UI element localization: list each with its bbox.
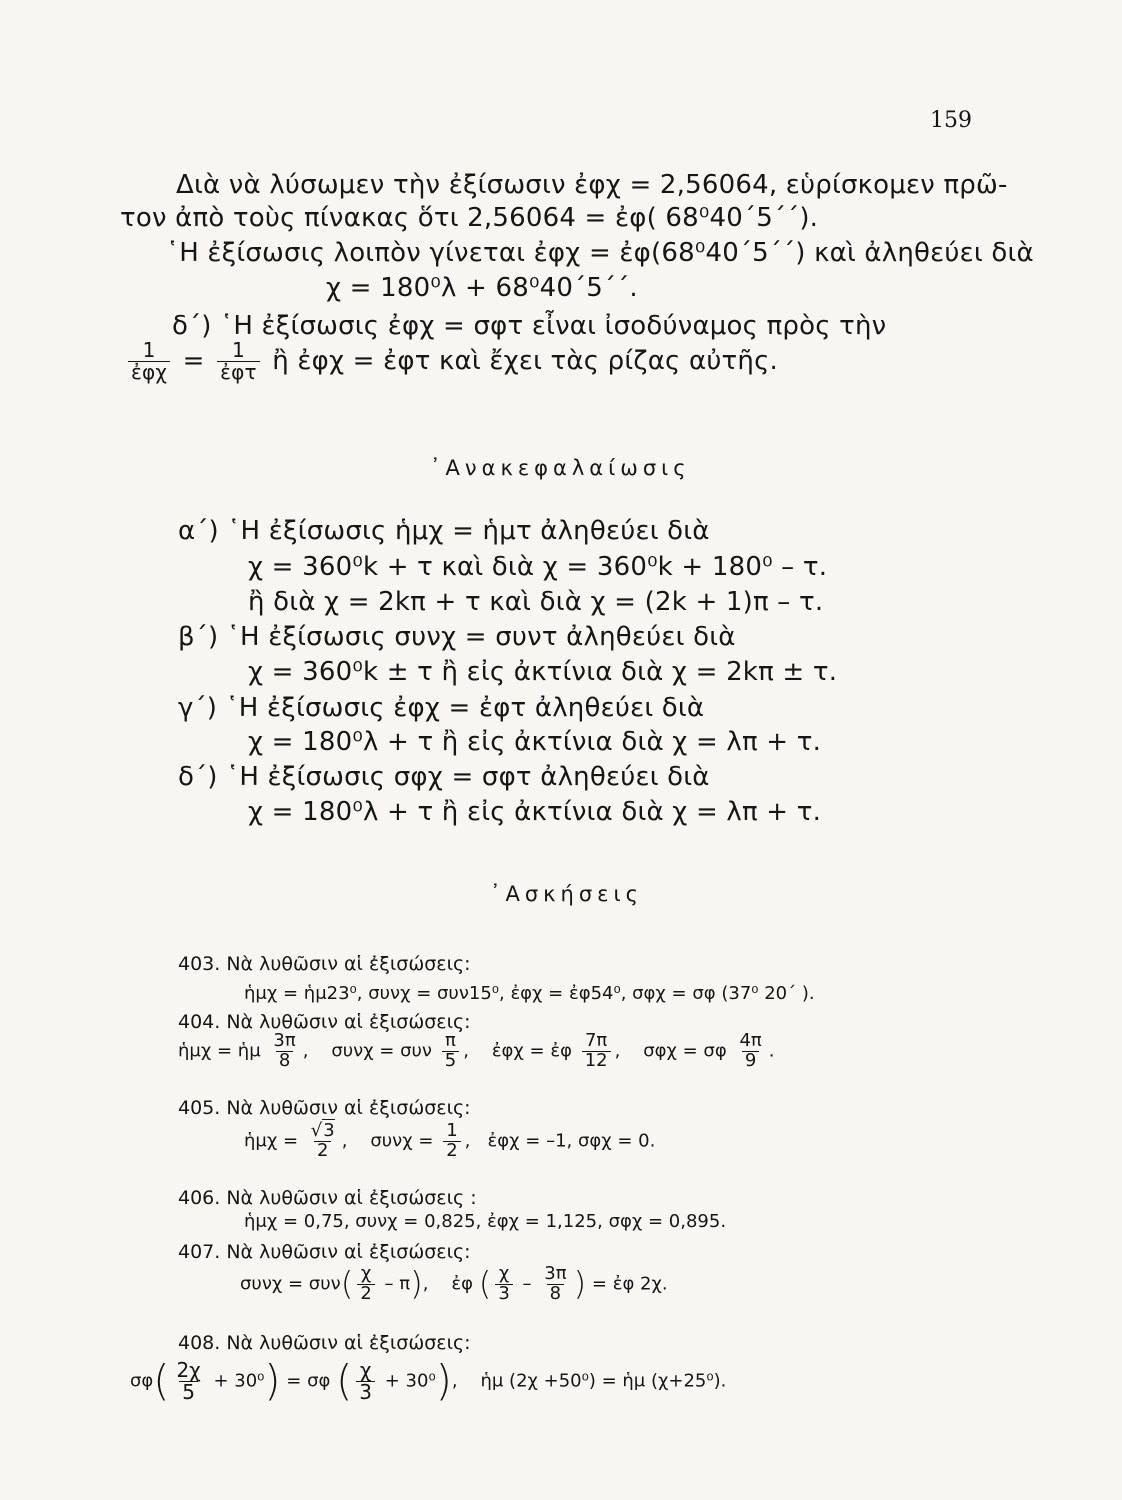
exercise-407-label: 407. Νὰ λυθῶσιν αἱ ἐξισώσεις: (178, 1241, 471, 1263)
exercise-403-label: 403. Νὰ λυθῶσιν αἱ ἐξισώσεις: (178, 953, 471, 975)
summary-line-c: γ΄) ῾Η ἐξίσωσις ἐφχ = ἐφτ ἀληθεύει διὰ (178, 693, 705, 723)
intro-line-1: Διὰ νὰ λύσωμεν τὴν ἐξίσωσιν ἐφχ = 2,56064, εὑρίσκομεν πρῶ- (176, 170, 1008, 200)
exercise-407-equations: συνχ = συν( $\frac{\chi}{2}$ – π), ἐφ ( $\frac{\chi}{3}$ – $\frac{3\pi}{8}$ ) = ἐφ 2χ. (240, 1263, 668, 1304)
summary-heading: ᾽Ανακεφαλαίωσις (430, 456, 691, 480)
summary-line-a2: ἢ διὰ χ = 2kπ + τ καὶ διὰ χ = (2k + 1)π – τ. (248, 587, 824, 617)
fraction: $\frac{\chi}{3}$ (495, 1265, 512, 1304)
fraction: $\frac{2\chi}{5}$ (176, 1358, 201, 1404)
exercise-406-label: 406. Νὰ λυθῶσιν αἱ ἐξισώσεις : (178, 1187, 477, 1209)
summary-line-a1: χ = 360⁰k + τ καὶ διὰ χ = 360⁰k + 180⁰ – τ. (248, 552, 828, 582)
fraction: $\frac{\chi}{2}$ (357, 1265, 374, 1304)
summary-line-d1: χ = 180⁰λ + τ ἢ εἰς ἀκτίνια διὰ χ = λπ + τ. (248, 797, 822, 827)
exercises-heading: ᾽Ασκήσεις (490, 882, 643, 906)
exercise-406-equations: ἡμχ = 0,75, συνχ = 0,825, ἐφχ = 1,125, σφχ = 0,895. (244, 1211, 727, 1232)
fraction: $\frac{7\pi}{12}$ (582, 1032, 611, 1071)
square-root-icon: √ (310, 1120, 323, 1141)
exercise-404-label: 404. Νὰ λυθῶσιν αἱ ἐξισώσεις: (178, 1011, 471, 1033)
summary-line-c1: χ = 180⁰λ + τ ἢ εἰς ἀκτίνια διὰ χ = λπ + τ. (248, 727, 822, 757)
summary-line-a: α΄) ῾Η ἐξίσωσις ἡμχ = ἡμτ ἀληθεύει διὰ (178, 516, 710, 546)
fraction: $\frac{√3}{2}$ (310, 1120, 335, 1161)
intro-line-6: $\frac{1}{\text{ἐφχ}}$ = $\frac{1}{\text{ἐφτ}}$ ἢ ἐφχ = ἐφτ καὶ ἔχει τὰς ρίζας αὐτῆς. (124, 340, 778, 383)
fraction: $\frac{\chi}{3}$ (356, 1360, 375, 1403)
summary-line-b1: χ = 360⁰k ± τ ἢ εἰς ἀκτίνια διὰ χ = 2kπ ± τ. (248, 657, 838, 687)
fraction: $\frac{1}{2}$ (443, 1122, 460, 1161)
intro-line-3: ῾Η ἐξίσωσις λοιπὸν γίνεται ἐφχ = ἐφ(68⁰40΄5΄΄) καὶ ἀληθεύει διὰ (166, 238, 1034, 268)
intro-line-5: δ΄) ῾Η ἐξίσωσις ἐφχ = σφτ εἶναι ἰσοδύναμος πρὸς τὴν (172, 311, 887, 341)
summary-line-b: β΄) ῾Η ἐξίσωσις συνχ = συντ ἀληθεύει διὰ (178, 622, 736, 652)
intro-line-4: χ = 180⁰λ + 68⁰40΄5΄΄. (326, 273, 638, 303)
page-number: 159 (930, 108, 972, 133)
fraction: $\frac{1}{\text{ἐφχ}}$ (128, 340, 170, 383)
exercise-408-label: 408. Νὰ λυθῶσιν αἱ ἐξισώσεις: (178, 1332, 471, 1354)
exercise-403-equations: ἡμχ = ἡμ23⁰, συνχ = συν15⁰, ἐφχ = ἐφ54⁰, σφχ = σφ (37⁰ 20΄ ). (244, 983, 815, 1004)
fraction: $\frac{1}{\text{ἐφτ}}$ (217, 340, 260, 383)
exercise-405-label: 405. Νὰ λυθῶσιν αἱ ἐξισώσεις: (178, 1097, 471, 1119)
summary-line-d: δ΄) ῾Η ἐξίσωσις σφχ = σφτ ἀληθεύει διὰ (178, 762, 710, 792)
intro-line-2: τον ἀπὸ τοὺς πίνακας ὅτι 2,56064 = ἐφ( 68⁰40΄5΄΄). (120, 203, 819, 233)
fraction: $\frac{\pi}{5}$ (442, 1032, 459, 1071)
fraction: $\frac{3\pi}{8}$ (273, 1030, 296, 1071)
exercise-405-equations: ἡμχ = $\frac{√3}{2}$ , συνχ = $\frac{1}{2}$ , ἐφχ = –1, σφχ = 0. (244, 1120, 656, 1161)
fraction: $\frac{3\pi}{8}$ (544, 1263, 567, 1304)
exercise-404-equations: ἡμχ = ἡμ $\frac{3\pi}{8}$ , συνχ = συν $\frac{\pi}{5}$ , ἐφχ = ἐφ $\frac{7\pi}{12}$ , σφχ = σφ $\frac{4\pi}{9}$ . (178, 1030, 775, 1071)
exercise-408-equations: σφ( $\frac{2\chi}{5}$ + 30⁰) = σφ ( $\frac{\chi}{3}$ + 30⁰), ἡμ (2χ +50⁰) = ἡμ (χ+25⁰). (130, 1356, 727, 1405)
fraction: $\frac{4\pi}{9}$ (739, 1030, 762, 1071)
